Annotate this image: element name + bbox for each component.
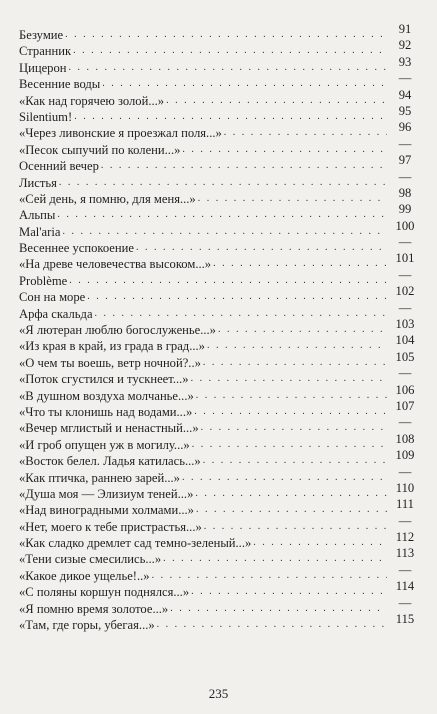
dot-leader: [102, 76, 387, 92]
toc-entry-title: «Поток сгустился и тускнеет...»: [19, 372, 189, 387]
toc-entry-title: «Песок сыпучий по колени...»: [19, 142, 181, 157]
toc-entry-page: 104: [395, 333, 415, 348]
toc-entry-page: 99: [398, 202, 412, 217]
toc-entry: [19, 38, 419, 59]
toc-entry: [19, 54, 419, 76]
dot-leader: [65, 27, 387, 43]
toc-entry: [19, 366, 419, 387]
dot-leader: [203, 355, 387, 371]
toc-entry: [19, 185, 419, 207]
toc-entry: [19, 448, 419, 469]
toc-entry-page: —: [398, 562, 412, 577]
dot-leader: [101, 158, 387, 174]
dot-leader: [69, 60, 388, 76]
toc-entry: [19, 513, 419, 535]
toc-entry-page: 94: [398, 87, 412, 102]
toc-entry-page: —: [398, 464, 412, 479]
toc-entry: [19, 300, 419, 322]
toc-entry-title: «И гроб опущен уж в могилу...»: [19, 437, 190, 452]
toc-entry: [19, 431, 419, 453]
dot-leader: [170, 601, 387, 617]
toc-entry-page: —: [398, 415, 412, 430]
toc-entry-page: 95: [398, 103, 412, 118]
toc-entry: [19, 480, 419, 502]
toc-entry: [19, 251, 419, 272]
toc-entry-title: «Из края в край, из града в град...»: [19, 339, 205, 354]
dot-leader: [136, 240, 387, 256]
page-number: 235: [208, 686, 229, 701]
toc-entry-title: Problème: [19, 273, 68, 288]
toc-entry: [19, 415, 419, 436]
toc-entry-title: «Через ливонские я проезжал поля...»: [19, 126, 222, 141]
toc-entry-title: Цицерон: [19, 60, 67, 75]
toc-entry-page: —: [398, 235, 412, 250]
dot-leader: [253, 535, 387, 551]
toc-entry-page: —: [398, 513, 412, 528]
dot-leader: [203, 453, 387, 469]
toc-entry: [19, 382, 419, 404]
toc-entry: [19, 153, 419, 174]
toc-entry: [19, 87, 419, 109]
toc-entry: [19, 21, 419, 43]
toc-entry-page: —: [398, 71, 412, 86]
toc-entry: [19, 497, 419, 518]
toc-entry-title: «Там, где горы, убегая...»: [19, 618, 155, 633]
toc-entry-page: 111: [396, 497, 414, 512]
toc-entry: [19, 267, 419, 289]
toc-entry-title: Арфа скальда: [19, 306, 93, 321]
toc-entry: [19, 464, 419, 486]
toc-entry-title: «Вечер мглистый и ненастный...»: [19, 421, 199, 436]
toc-entry-title: «Я помню время золотое...»: [19, 601, 169, 616]
toc-entry-page: 115: [395, 612, 415, 627]
toc-entry-title: Безумие: [19, 27, 64, 42]
toc-entry-title: Сон на море: [19, 290, 86, 305]
toc-entry-title: Mal'aria: [19, 224, 61, 239]
toc-entry: [19, 202, 419, 223]
toc-entry-page: 112: [395, 530, 415, 545]
toc-entry-title: «На древе человечества высоком...»: [19, 257, 212, 272]
toc-entry-title: Весенние воды: [19, 77, 101, 92]
dot-leader: [224, 125, 387, 141]
dot-leader: [204, 519, 387, 535]
dot-leader: [194, 404, 387, 420]
dot-leader: [196, 502, 387, 518]
toc-entry: [19, 546, 419, 568]
toc-entry-title: Silentium!: [19, 109, 73, 124]
toc-entry-title: Странник: [19, 44, 72, 59]
toc-entry-title: «Что ты клонишь над водами...»: [19, 404, 193, 419]
toc-entry-page: 98: [398, 185, 412, 200]
toc-entry-page: 106: [395, 382, 415, 397]
toc-entry-page: 109: [395, 448, 415, 463]
dot-leader: [182, 142, 387, 158]
toc-entry: [19, 349, 419, 371]
dot-leader: [73, 43, 387, 59]
toc-entry-page: 96: [398, 120, 412, 135]
toc-entry-title: Весеннее успокоение: [19, 241, 134, 256]
table-of-contents: [19, 21, 419, 633]
dot-leader: [163, 551, 387, 567]
toc-entry-page: —: [398, 366, 412, 381]
toc-entry-page: 92: [398, 38, 412, 53]
toc-entry-page: —: [398, 300, 412, 315]
dot-leader: [192, 437, 387, 453]
toc-entry-page: 91: [398, 21, 412, 36]
dot-leader: [213, 256, 387, 272]
dot-leader: [69, 273, 387, 289]
dot-leader: [218, 322, 387, 338]
toc-entry: [19, 612, 419, 633]
toc-entry-title: «В душном воздуха молчанье...»: [19, 388, 194, 403]
toc-entry-title: «Как сладко дремлет сад темно-зеленый...»: [19, 536, 252, 551]
dot-leader: [74, 109, 387, 125]
dot-leader: [191, 584, 387, 600]
toc-entry: [19, 579, 419, 600]
toc-entry-page: 102: [395, 284, 415, 299]
toc-entry: [19, 103, 419, 125]
dot-leader: [207, 338, 387, 354]
toc-entry-title: «С поляны коршун поднялся...»: [19, 585, 190, 600]
toc-entry-page: 97: [398, 153, 412, 168]
toc-entry-title: «Как птичка, раннею зарей...»: [19, 470, 180, 485]
toc-entry: [19, 595, 419, 617]
dot-leader: [87, 289, 387, 305]
toc-entry-page: 105: [395, 349, 415, 364]
toc-entry: [19, 562, 419, 584]
toc-entry: [19, 136, 419, 158]
toc-entry-page: —: [398, 595, 412, 610]
toc-entry-title: «Как над горячею золой...»: [19, 93, 165, 108]
toc-entry-title: «Сей день, я помню, для меня...»: [19, 191, 196, 206]
dot-leader: [196, 388, 387, 404]
toc-entry: [19, 218, 419, 240]
dot-leader: [57, 207, 387, 223]
toc-entry-page: 93: [398, 54, 412, 69]
toc-entry: [19, 333, 419, 354]
toc-entry-title: «Над виноградными холмами...»: [19, 503, 194, 518]
toc-entry-page: 101: [395, 251, 415, 266]
toc-entry: [19, 530, 419, 551]
toc-entry-page: 113: [395, 546, 415, 561]
toc-entry-title: «Нет, моего к тебе пристрастья...»: [19, 519, 202, 534]
dot-leader: [166, 93, 387, 109]
toc-entry: [19, 398, 419, 420]
toc-entry: [19, 169, 419, 191]
toc-entry-page: 107: [395, 398, 415, 413]
dot-leader: [152, 568, 387, 584]
toc-entry-page: 114: [395, 579, 415, 594]
toc-entry-title: «Душа моя — Элизиум теней...»: [19, 486, 194, 501]
dot-leader: [191, 371, 387, 387]
toc-entry-page: —: [398, 267, 412, 282]
toc-entry-title: Листья: [19, 175, 57, 190]
toc-entry: [19, 235, 419, 256]
dot-leader: [59, 175, 387, 191]
toc-entry-title: «Восток белел. Ладья катилась...»: [19, 454, 201, 469]
toc-entry-page: —: [398, 169, 412, 184]
toc-entry: [19, 284, 419, 305]
toc-entry-page: 108: [395, 431, 415, 446]
toc-entry: [19, 120, 419, 141]
dot-leader: [62, 224, 387, 240]
toc-entry-page: 103: [395, 317, 415, 332]
toc-entry-title: Осенний вечер: [19, 159, 99, 174]
toc-entry-page: —: [398, 136, 412, 151]
toc-entry-title: «Тени сизые смесились...»: [19, 552, 162, 567]
toc-entry: [19, 71, 419, 92]
toc-entry-title: Альпы: [19, 208, 56, 223]
dot-leader: [198, 191, 387, 207]
toc-entry: [19, 317, 419, 338]
toc-entry-page: 100: [395, 218, 415, 233]
dot-leader: [95, 306, 387, 322]
toc-entry-title: «Какое дикое ущелье!..»: [19, 568, 150, 583]
toc-entry-title: «Я лютеран люблю богослуженье...»: [19, 323, 216, 338]
dot-leader: [182, 470, 387, 486]
dot-leader: [195, 486, 387, 502]
dot-leader: [157, 617, 387, 633]
toc-entry-page: 110: [395, 480, 415, 495]
toc-entry-title: «О чем ты воешь, ветр ночной?..»: [19, 355, 201, 370]
dot-leader: [201, 420, 387, 436]
